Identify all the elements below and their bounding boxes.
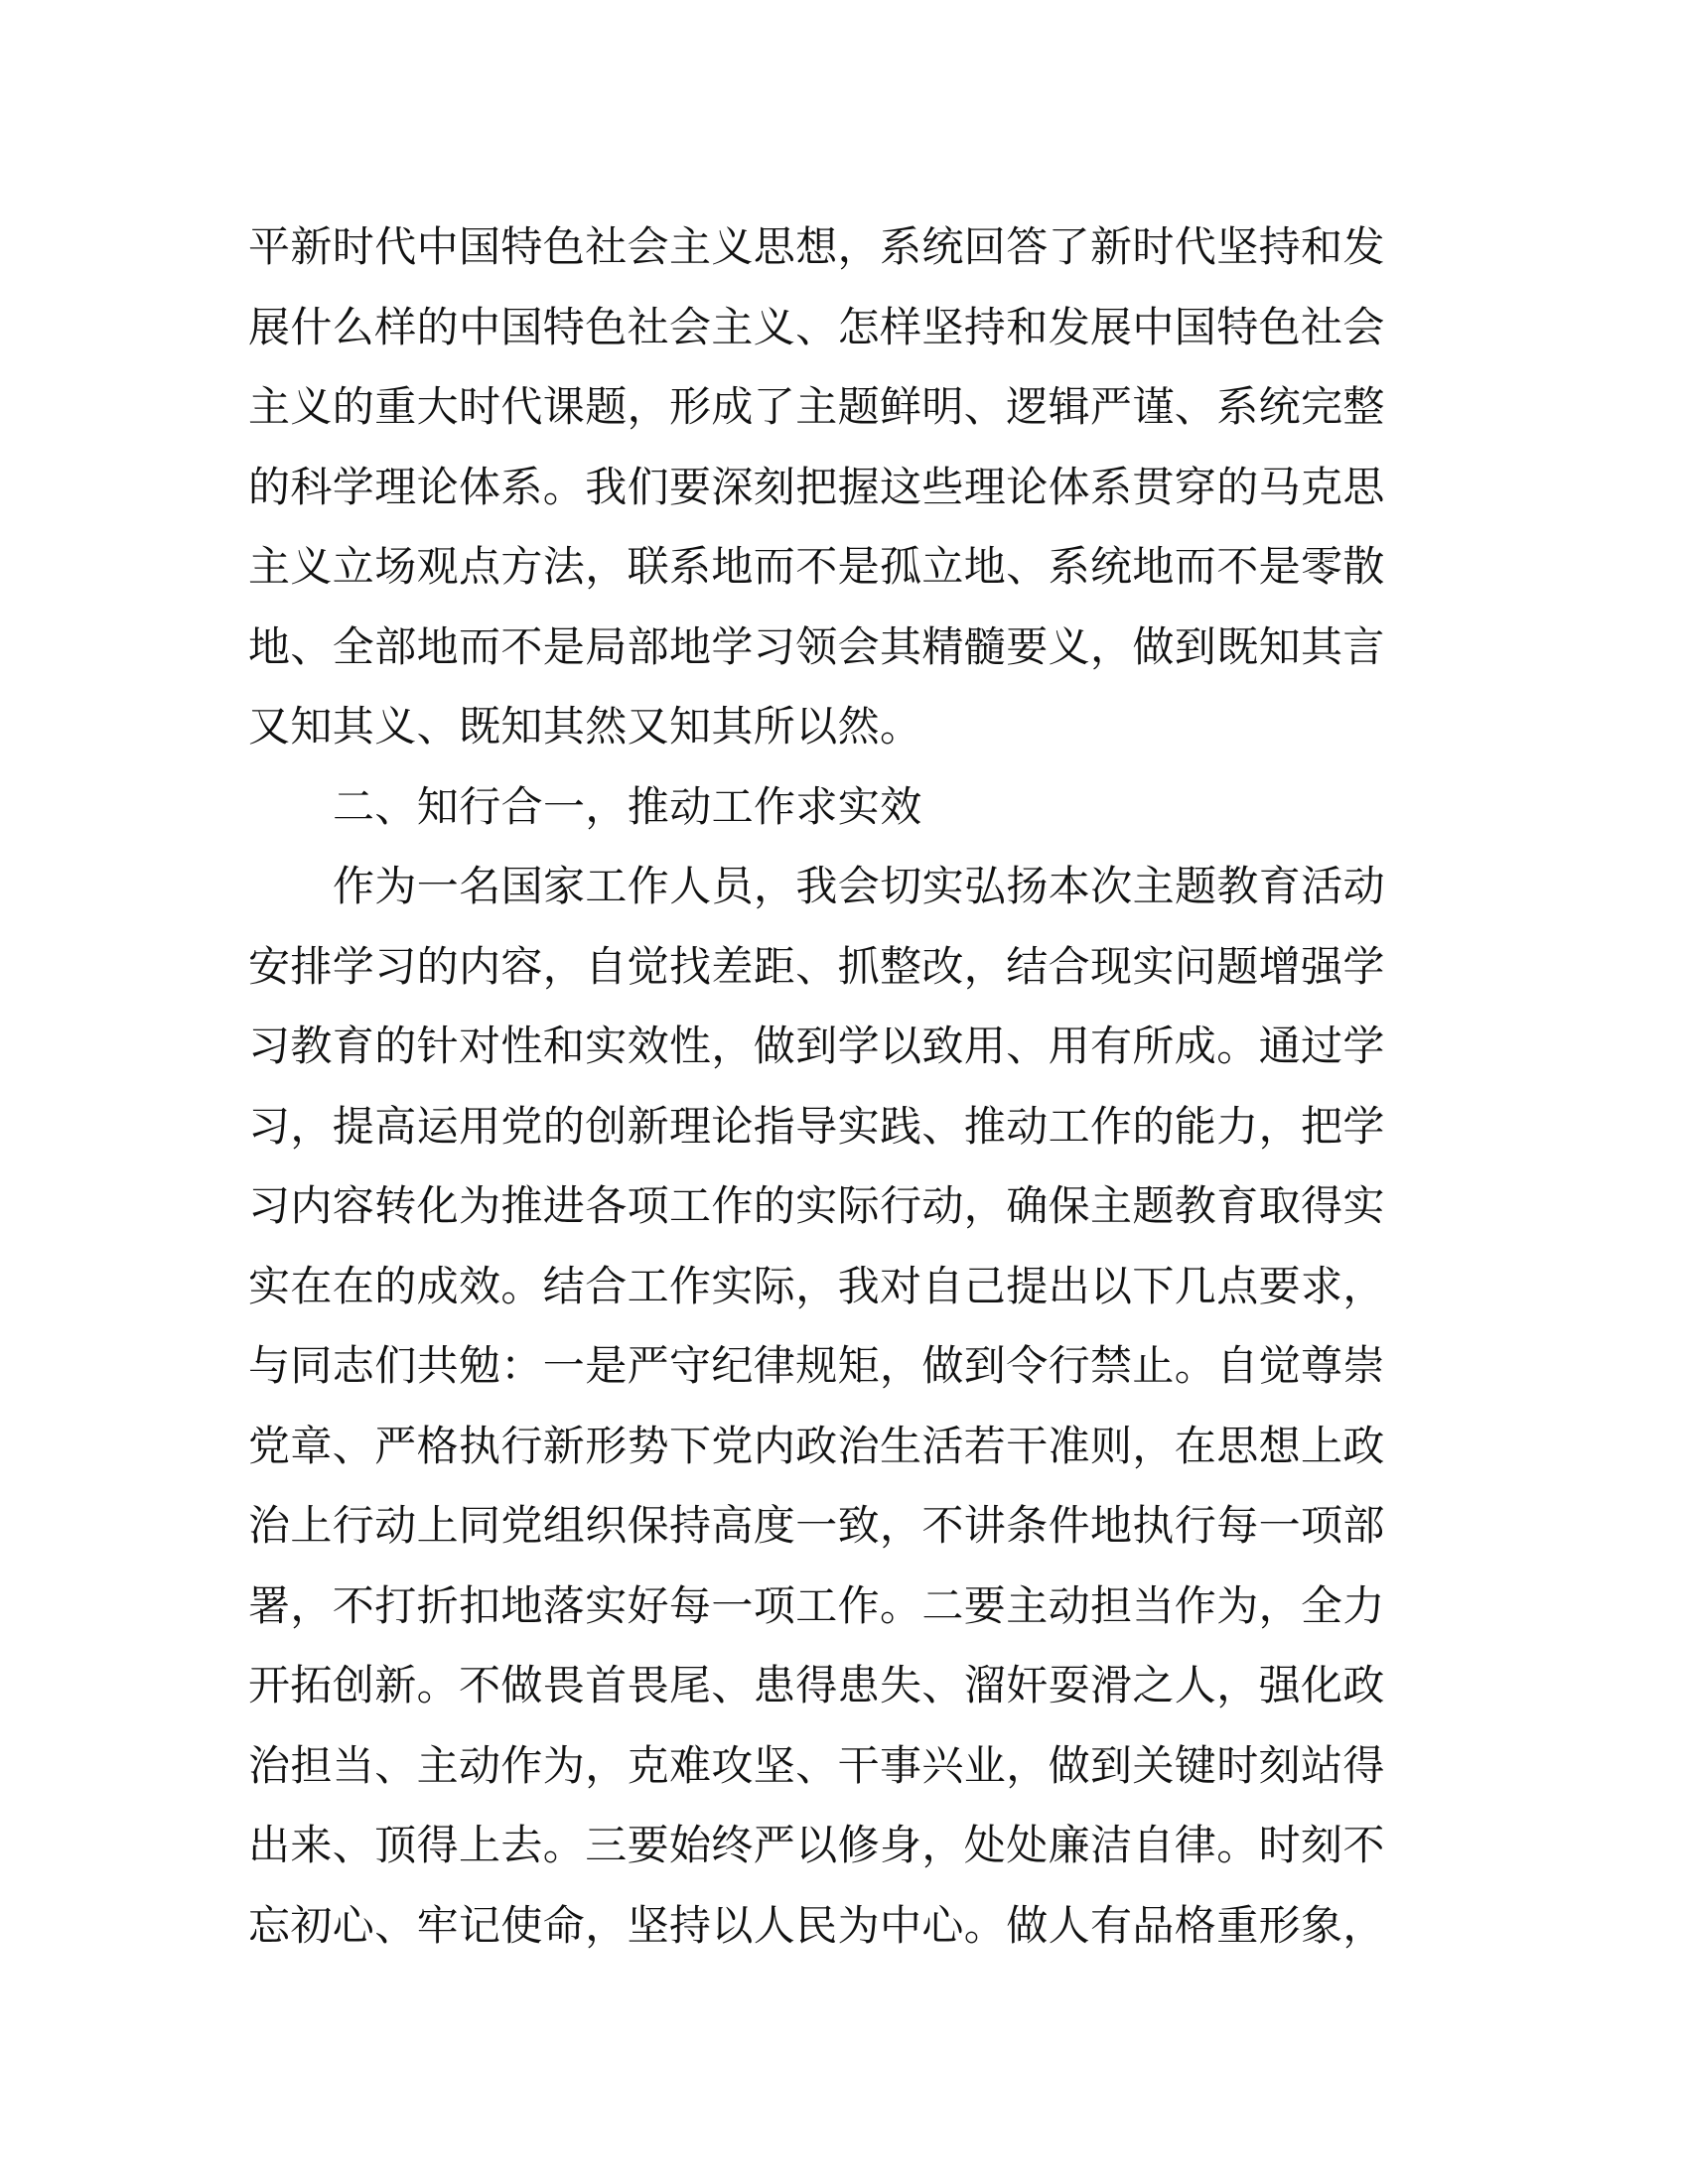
text-line: 安排学习的内容，自觉找差距、抓整改，结合现实问题增强学 [248,941,1385,991]
text-line: 又知其义、既知其然又知其所以然。 [248,702,922,751]
text-line: 治担当、主动作为，克难攻坚、干事兴业，做到关键时刻站得 [248,1740,1385,1790]
text-line: 治上行动上同党组织保持高度一致，不讲条件地执行每一项部 [248,1501,1385,1550]
text-line: 展什么样的中国特色社会主义、怎样坚持和发展中国特色社会 [248,302,1385,351]
text-line: 习内容转化为推进各项工作的实际行动，确保主题教育取得实 [248,1181,1385,1230]
text-line: 主义立场观点方法，联系地而不是孤立地、系统地而不是零散 [248,542,1385,591]
text-line: 实在在的成效。结合工作实际，我对自己提出以下几点要求， [248,1261,1385,1310]
text-line: 开拓创新。不做畏首畏尾、患得患失、溜奸耍滑之人，强化政 [248,1661,1385,1709]
section-heading: 二、知行合一，推动工作求实效 [333,781,922,831]
text-line: 忘初心、牢记使命，坚持以人民为中心。做人有品格重形象， [248,1900,1385,1950]
text-line: 主义的重大时代课题，形成了主题鲜明、逻辑严谨、系统完整 [248,382,1385,431]
document-body [248,207,1440,1966]
text-line: 习，提高运用党的创新理论指导实践、推动工作的能力，把学 [248,1101,1385,1151]
text-line: 习教育的针对性和实效性，做到学以致用、用有所成。通过学 [248,1022,1385,1070]
text-line: 与同志们共勉：一是严守纪律规矩，做到令行禁止。自觉尊崇 [248,1341,1385,1390]
text-line: 出来、顶得上去。三要始终严以修身，处处廉洁自律。时刻不 [248,1821,1385,1869]
text-line: 地、全部地而不是局部地学习领会其精髓要义，做到既知其言 [248,621,1385,671]
paragraph-1 [248,207,1440,767]
text-line: 党章、严格执行新形势下党内政治生活若干准则，在思想上政 [248,1421,1385,1470]
text-line: 的科学理论体系。我们要深刻把握这些理论体系贯穿的马克思 [248,462,1385,511]
paragraph-2 [248,847,1440,1966]
text-line: 平新时代中国特色社会主义思想，系统回答了新时代坚持和发 [248,222,1385,271]
text-line: 署，不打折扣地落实好每一项工作。二要主动担当作为，全力 [248,1580,1385,1630]
text-line: 作为一名国家工作人员，我会切实弘扬本次主题教育活动 [333,862,1386,910]
